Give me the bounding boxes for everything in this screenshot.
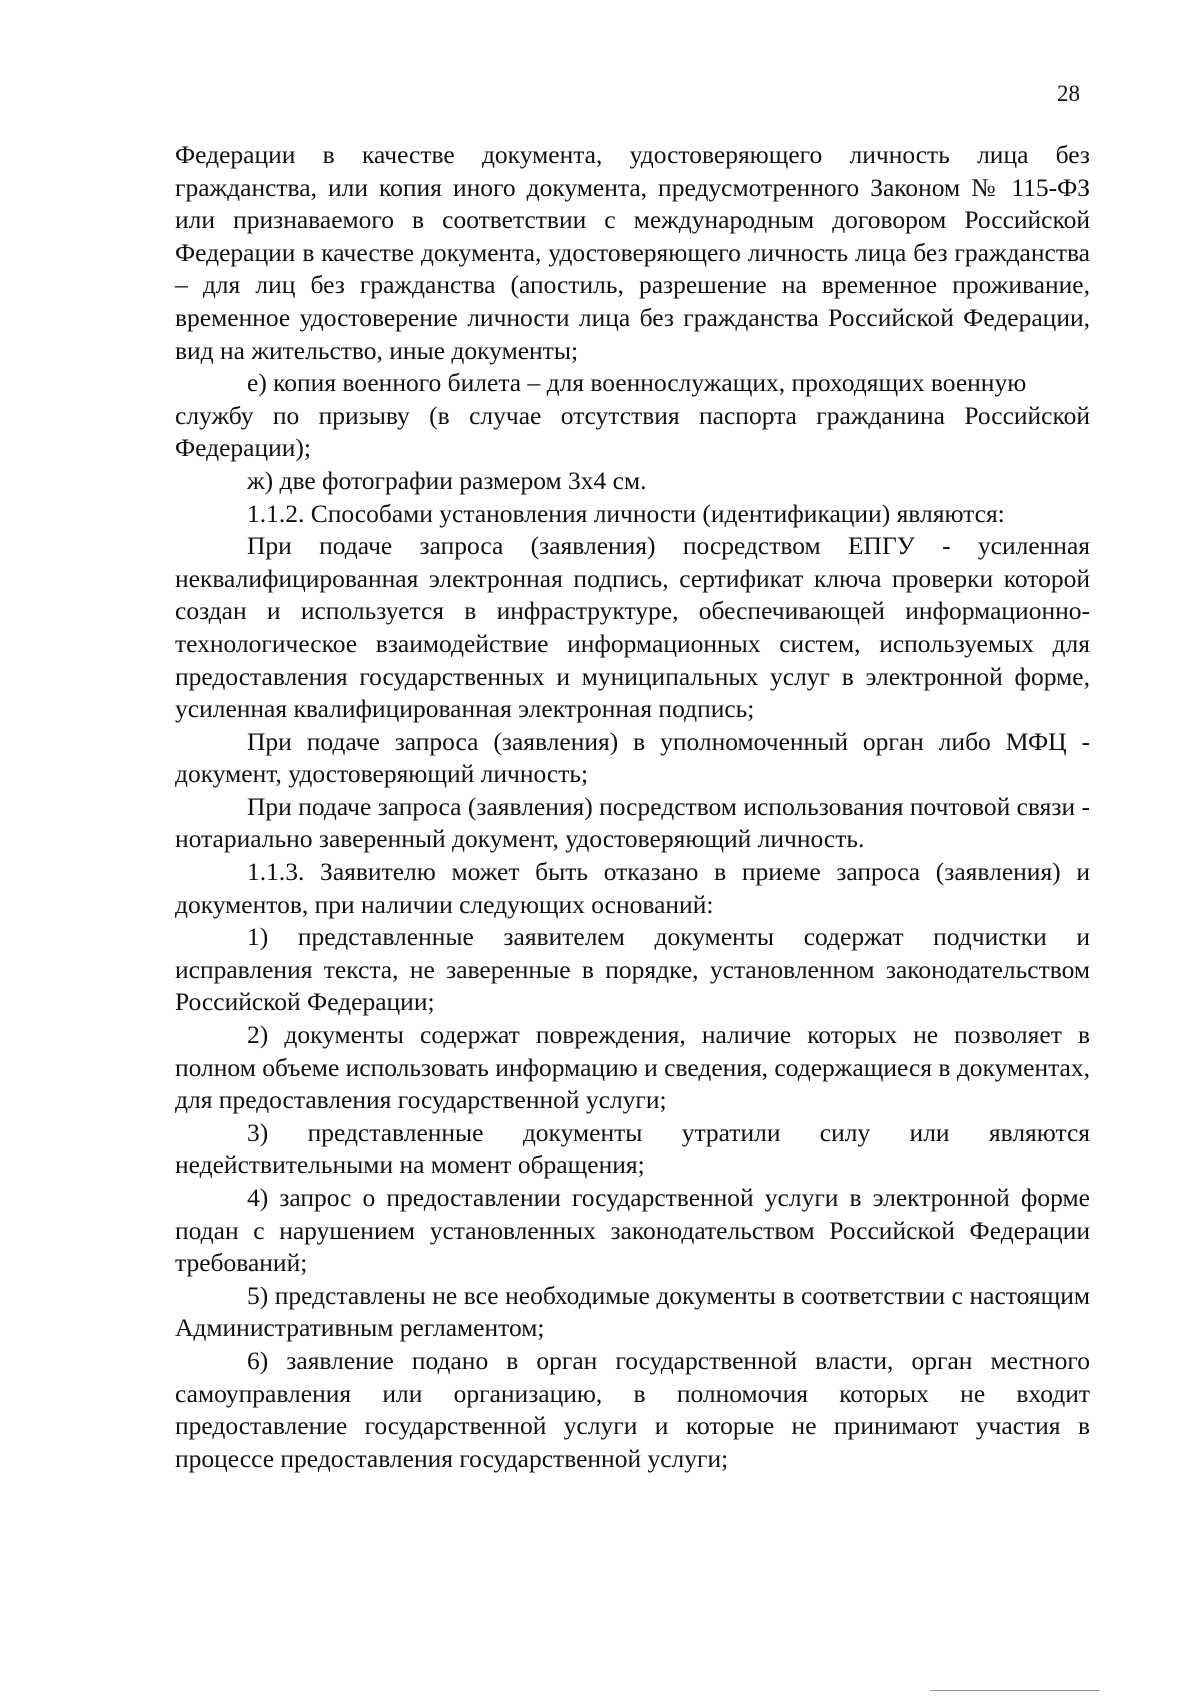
paragraph: 2) документы содержат повреждения, наличие которых не позволяет в полном объеме использовать информацию и сведения, содержащиеся в документах, для предоставления государственной услуги; — [175, 1020, 1090, 1115]
paragraph: ж) две фотографии размером 3х4 см. — [247, 465, 647, 495]
document-body — [175, 139, 1090, 1475]
paragraph: При подаче запроса (заявления) посредством ЕПГУ - усиленная неквалифицированная электронная подпись, сертификат ключа проверки которой создан и используется в инфраструктуре, обеспечивающей информационно-технологическое взаимодействие информационных систем, используемых для предоставления государственных и муниципальных услуг в электронной форме, усиленная квалифицированная электронная подпись; — [175, 531, 1090, 724]
paragraph: 1.1.2. Способами установления личности (идентификации) являются: — [247, 498, 1005, 528]
paragraph: 5) представлены не все необходимые документы в соответствии с настоящим Административным регламентом; — [175, 1280, 1090, 1343]
scan-artifact-line — [930, 1690, 1100, 1691]
paragraph: е) копия военного билета – для военнослужащих, проходящих военную — [247, 368, 1027, 398]
paragraph: 1.1.3. Заявителю может быть отказано в приеме запроса (заявления) и документов, при наличии следующих оснований: — [175, 857, 1090, 919]
paragraph: При подаче запроса (заявления) посредством использования почтовой связи - нотариально заверенный документ, удостоверяющий личность. — [175, 791, 1090, 854]
paragraph: 4) запрос о предоставлении государственной услуги в электронной форме подан с нарушением установленных законодательством Российской Федерации требований; — [175, 1183, 1090, 1278]
paragraph: 1) представленные заявителем документы содержат подчистки и исправления текста, не заверенные в порядке, установленном законодательством Российской Федерации; — [175, 922, 1090, 1017]
paragraph: Федерации в качестве документа, удостоверяющего личность лица без гражданства, или копия иного документа, предусмотренного Законом № 115-ФЗ или признаваемого в соответствии с международным договором Российской Федерации в качестве документа, удостоверяющего личность лица без гражданства – для лиц без гражданства (апостиль, разрешение на временное проживание, временное удостоверение личности лица без гражданства Российской Федерации, вид на жительство, иные документы; — [175, 140, 1090, 365]
page-number: 28 — [1057, 81, 1080, 106]
paragraph: 6) заявление подано в орган государственной власти, орган местного самоуправления или организацию, в полномочия которых не входит предоставление государственной услуги и которые не принимают участия в процессе предоставления государственной услуги; — [175, 1345, 1090, 1473]
paragraph: 3) представленные документы утратили силу или являются недействительными на момент обращения; — [175, 1117, 1090, 1180]
paragraph: При подаче запроса (заявления) в уполномоченный орган либо МФЦ - документ, удостоверяющий личность; — [175, 726, 1090, 789]
paragraph: службу по призыву (в случае отсутствия паспорта гражданина Российской Федерации); — [175, 400, 1090, 463]
